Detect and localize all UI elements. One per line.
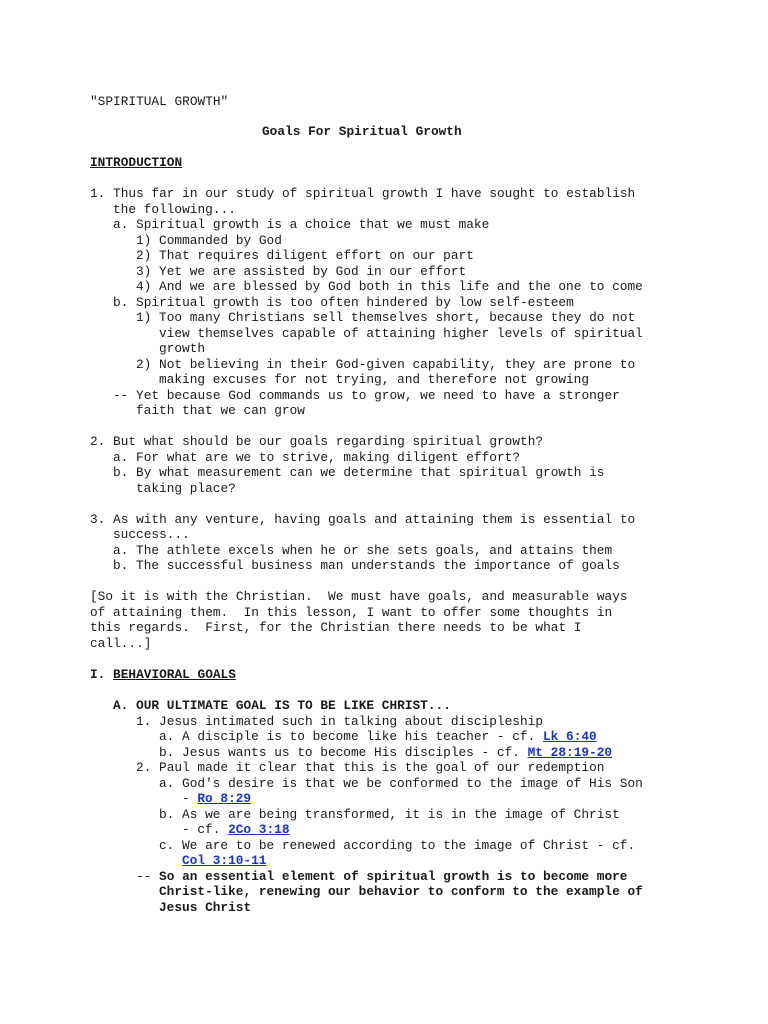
intro-point-3b: b. The successful business man understands the importance of goals — [113, 558, 620, 573]
intro-point-1a-3: 3) Yet we are assisted by God in our effort — [136, 264, 467, 279]
intro-point-2b-cont: taking place? — [136, 481, 236, 496]
intro-point-3: 3. As with any venture, having goals and attaining them is essential to — [90, 512, 636, 527]
section-1a-conclusion-cont: Christ-like, renewing our behavior to conform to the example of — [159, 884, 643, 899]
section-1a-point-1: 1. Jesus intimated such in talking about discipleship — [136, 714, 544, 729]
section-1a-prefix: A. — [113, 698, 137, 713]
intro-point-1a: a. Spiritual growth is a choice that we must make — [113, 217, 490, 232]
intro-point-1-cont: the following... — [113, 202, 236, 217]
section-1-heading — [90, 667, 236, 683]
intro-point-2: 2. But what should be our goals regarding spiritual growth? — [90, 434, 544, 449]
section-1a-title: OUR ULTIMATE GOAL IS TO BE LIKE CHRIST... — [136, 698, 451, 713]
intro-point-1b: b. Spiritual growth is too often hindered by low self-esteem — [113, 295, 574, 310]
section-1a-point-2a-dash: - — [182, 791, 198, 806]
intro-point-1: 1. Thus far in our study of spiritual growth I have sought to establish — [90, 186, 636, 201]
section-1-title: BEHAVIORAL GOALS — [113, 667, 236, 682]
intro-point-2b: b. By what measurement can we determine that spiritual growth is — [113, 465, 605, 480]
intro-point-2a: a. For what are we to strive, making diligent effort? — [113, 450, 521, 465]
section-1a-point-2: 2. Paul made it clear that this is the goal of our redemption — [136, 760, 605, 775]
scripture-link-col-3-10-11[interactable]: Col 3:10-11 — [182, 853, 267, 868]
section-1a-point-2c-cont — [182, 853, 266, 869]
intro-point-1a-1: 1) Commanded by God — [136, 233, 282, 248]
section-1a-point-1a — [159, 729, 597, 745]
intro-point-1b-2-cont: making excuses for not trying, and therefore not growing — [159, 372, 590, 387]
scripture-link-2co-3-18[interactable]: 2Co 3:18 — [228, 822, 290, 837]
section-1a-conclusion — [136, 869, 628, 885]
transition-line-4: call...] — [90, 636, 152, 651]
intro-point-1b-1: 1) Too many Christians sell themselves short, because they do not — [136, 310, 636, 325]
transition-line-2: of attaining them. In this lesson, I want to offer some thoughts in — [90, 605, 613, 620]
section-1a-conclusion-cont2: Jesus Christ — [159, 900, 252, 915]
intro-point-1a-4: 4) And we are blessed by God both in this life and the one to come — [136, 279, 643, 294]
intro-point-3a: a. The athlete excels when he or she sets goals, and attains them — [113, 543, 613, 558]
intro-point-1b-1-cont: view themselves capable of attaining higher levels of spiritual — [159, 326, 643, 341]
section-1a-conclusion-dash: -- — [136, 869, 160, 884]
lesson-title: Goals For Spiritual Growth — [262, 124, 462, 139]
intro-point-1-conclusion-cont: faith that we can grow — [136, 403, 305, 418]
section-1a-point-2b-cont — [182, 822, 290, 838]
section-1a-conclusion-text: So an essential element of spiritual growth is to become more — [159, 869, 628, 884]
introduction-heading: INTRODUCTION — [90, 155, 183, 170]
series-title: "SPIRITUAL GROWTH" — [90, 94, 229, 109]
section-1a-heading — [113, 698, 451, 714]
intro-point-1a-2: 2) That requires diligent effort on our part — [136, 248, 474, 263]
section-1a-point-2a-cont — [182, 791, 251, 807]
section-1a-point-2a: a. God's desire is that we be conformed to the image of His Son — [159, 776, 643, 791]
scripture-link-ro-8-29[interactable]: Ro 8:29 — [197, 791, 252, 806]
section-1a-point-1b — [159, 745, 612, 761]
transition-line-3: this regards. First, for the Christian there needs to be what I — [90, 620, 582, 635]
scripture-link-lk-6-40[interactable]: Lk 6:40 — [542, 729, 597, 744]
section-1-numeral: I. — [90, 667, 114, 682]
intro-point-1b-2: 2) Not believing in their God-given capability, they are prone to — [136, 357, 636, 372]
section-1a-point-2c: c. We are to be renewed according to the image of Christ - cf. — [159, 838, 636, 853]
intro-point-1-conclusion: -- Yet because God commands us to grow, we need to have a stronger — [113, 388, 620, 403]
intro-point-1b-1-cont2: growth — [159, 341, 206, 356]
section-1a-point-2b: b. As we are being transformed, it is in the image of Christ — [159, 807, 620, 822]
section-1a-point-1b-text: b. Jesus wants us to become His disciples - cf. — [159, 745, 528, 760]
intro-point-3-cont: success... — [113, 527, 190, 542]
section-1a-point-1a-text: a. A disciple is to become like his teacher - cf. — [159, 729, 543, 744]
transition-line-1: [So it is with the Christian. We must have goals, and measurable ways — [90, 589, 628, 604]
scripture-link-mt-28-19-20[interactable]: Mt 28:19-20 — [527, 745, 613, 760]
section-1a-point-2b-cf: - cf. — [182, 822, 229, 837]
